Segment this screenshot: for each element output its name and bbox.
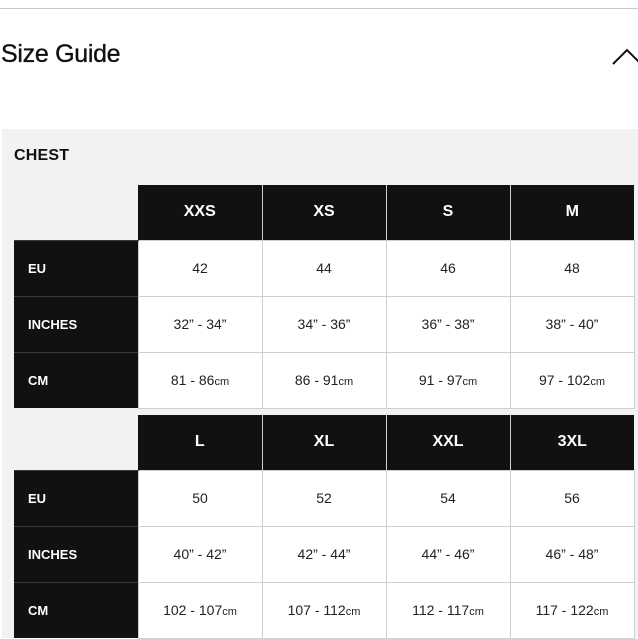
row-label-eu: EU	[14, 240, 138, 296]
table-cell: 36” - 38”	[386, 296, 510, 352]
section-title: CHEST	[14, 147, 70, 164]
size-header: XXS	[138, 185, 262, 240]
size-table-1	[14, 185, 635, 409]
table-cell	[510, 582, 634, 638]
cell-value: 81 - 86	[170, 372, 215, 388]
table-cell: 56	[510, 470, 634, 526]
table-cell	[510, 352, 634, 408]
cell-value: 86 - 91	[294, 372, 339, 388]
table-cell	[138, 582, 262, 638]
table-cell: 44	[262, 240, 386, 296]
cell-value: 102 - 107	[163, 602, 223, 618]
chevron-up-icon[interactable]	[612, 44, 638, 70]
table-cell: 34” - 36”	[262, 296, 386, 352]
size-header: 3XL	[510, 415, 634, 470]
table-row	[14, 352, 634, 408]
table-row	[14, 470, 634, 526]
row-label-cm: CM	[14, 352, 138, 408]
table-cell: 38” - 40”	[510, 296, 634, 352]
size-header: M	[510, 185, 634, 240]
unit-label: cm	[590, 376, 606, 388]
top-divider	[0, 8, 638, 9]
table-cell	[262, 582, 386, 638]
table-cell	[262, 352, 386, 408]
table-cell	[386, 352, 510, 408]
unit-label: cm	[214, 376, 230, 388]
unit-label: cm	[345, 606, 361, 618]
table-cell: 42	[138, 240, 262, 296]
cell-value: 97 - 102	[538, 372, 591, 388]
table-cell: 52	[262, 470, 386, 526]
size-header: S	[386, 185, 510, 240]
table-cell: 46” - 48”	[510, 526, 634, 582]
table-cell: 40” - 42”	[138, 526, 262, 582]
table-cell: 48	[510, 240, 634, 296]
table-corner	[14, 415, 138, 470]
row-label-cm: CM	[14, 582, 138, 638]
table-row	[14, 240, 634, 296]
unit-label: cm	[462, 376, 478, 388]
table-cell: 50	[138, 470, 262, 526]
cell-value: 117 - 122	[535, 602, 594, 618]
row-label-eu: EU	[14, 470, 138, 526]
table-cell	[138, 352, 262, 408]
size-header: L	[138, 415, 262, 470]
cell-value: 112 - 117	[412, 602, 470, 618]
unit-label: cm	[593, 606, 609, 618]
unit-label: cm	[338, 376, 354, 388]
table-cell: 46	[386, 240, 510, 296]
row-label-inches: INCHES	[14, 526, 138, 582]
table-cell: 44” - 46”	[386, 526, 510, 582]
size-table-2	[14, 415, 635, 639]
unit-label: cm	[469, 606, 484, 618]
size-header: XS	[262, 185, 386, 240]
table-row	[14, 582, 634, 638]
table-cell: 42” - 44”	[262, 526, 386, 582]
cell-value: 107 - 112	[287, 602, 346, 618]
size-header: XL	[262, 415, 386, 470]
page-title: Size Guide	[1, 40, 121, 68]
table-row	[14, 526, 634, 582]
table-cell: 54	[386, 470, 510, 526]
unit-label: cm	[222, 606, 237, 618]
table-cell	[386, 582, 510, 638]
size-header: XXL	[386, 415, 510, 470]
table-cell: 32” - 34”	[138, 296, 262, 352]
table-corner	[14, 185, 138, 240]
row-label-inches: INCHES	[14, 296, 138, 352]
cell-value: 91 - 97	[418, 372, 463, 388]
table-row	[14, 296, 634, 352]
